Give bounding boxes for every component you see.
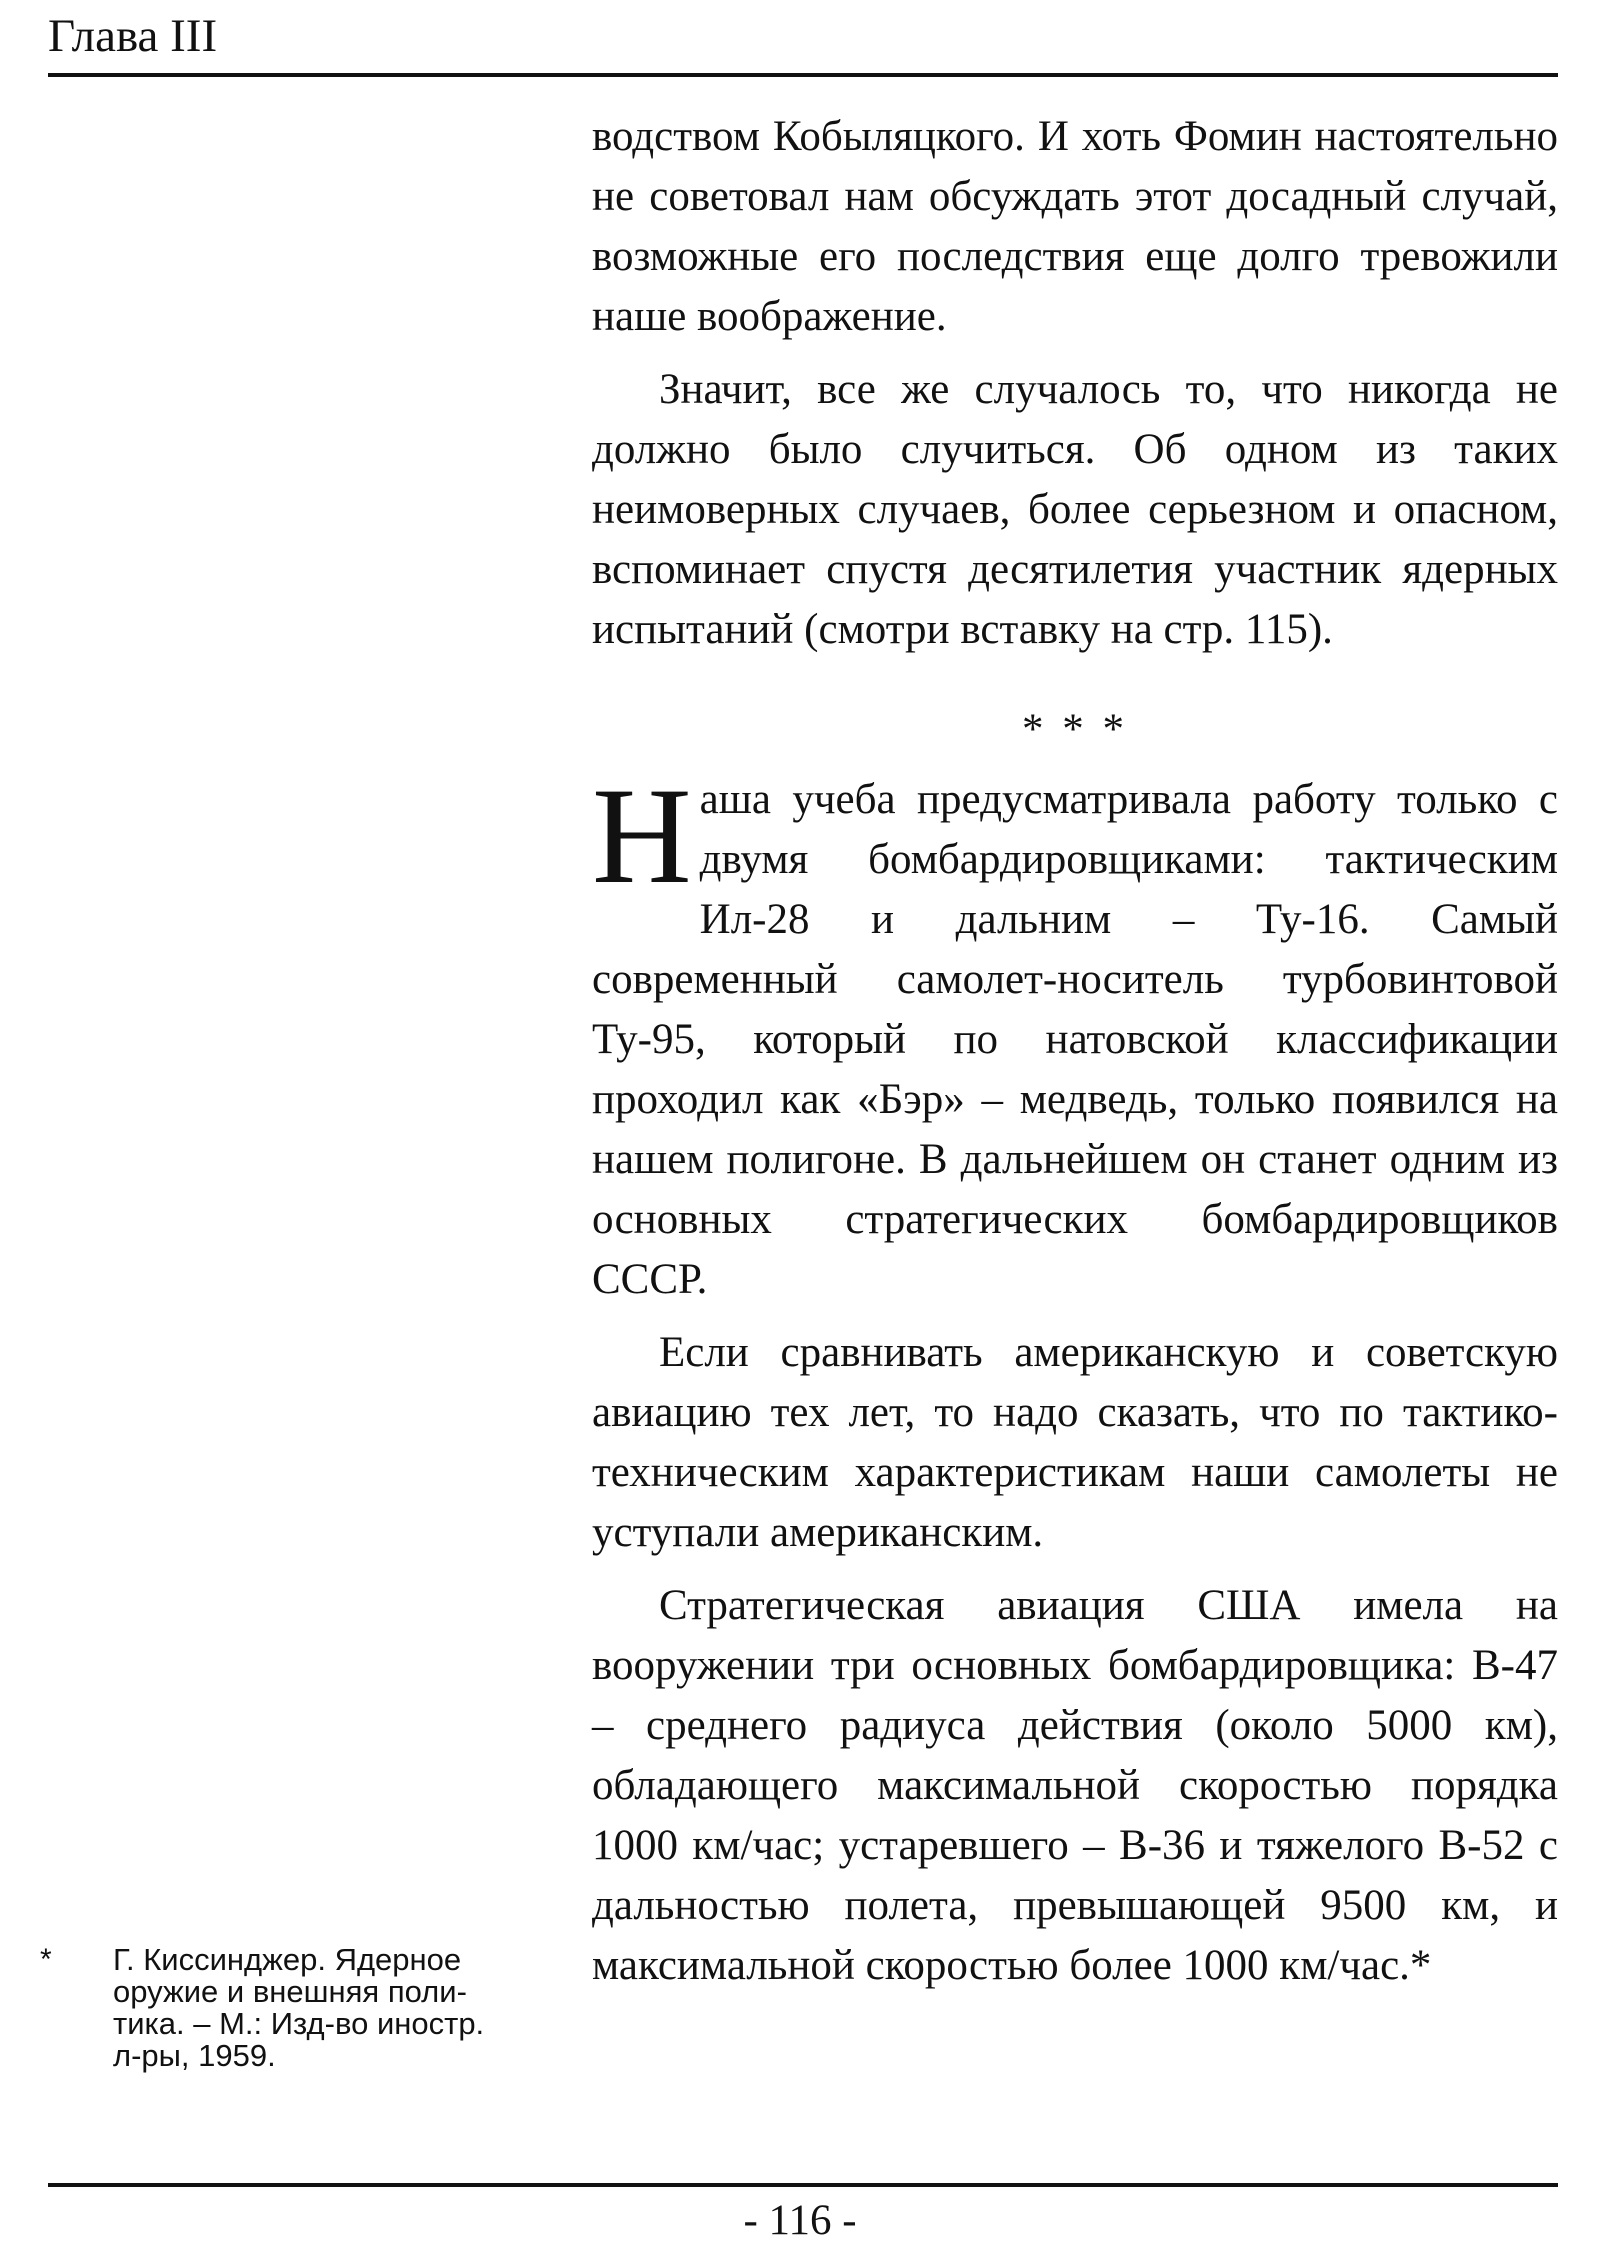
paragraph-5: Стратегическая авиация США имела на вооружении три основных бомбардировщика: В-47 – среднего радиуса действия (около 5000 км), обладающего максимальной скоростью порядка 1000 км/час; устаревшего – В-36 и тяжелого В-52 с дальностью полета, превышающей 9500 км, и максимальной скоростью более 1000 км/час.* [592, 1582, 1558, 1989]
drop-cap: Н [592, 759, 692, 912]
paragraph-3 [592, 759, 1558, 1310]
footnote-text: Г. Киссинджер. Ядерное оружие и внешняя поли- тика. – М.: Изд-во иностр. л-ры, 1959. [113, 1942, 485, 2073]
main-text-column [592, 107, 1558, 1996]
paragraph-3-text: аша учеба предусматривала работу только с двумя бомбардировщиками: тактическим Ил-28 и дальним – Ту-16. Самый современный самолет-носитель турбовинтовой Ту-95, который по натовской классификации проходил как «Бэр» – медведь, только появился на нашем полигоне. В дальнейшем он станет одним из основных стратегических бомбардировщиков СССР. [592, 776, 1558, 1303]
paragraph-1: водством Кобыляцкого. И хоть Фомин настоятельно не советовал нам обсуждать этот досадный случай, возможные его последствия еще долго тревожили наше воображение. [592, 113, 1558, 340]
section-separator: * * * [1022, 706, 1128, 753]
paragraph-2: Значит, все же случалось то, что никогда не должно было случиться. Об одном из таких неимоверных случаев, более серьезном и опасном, вспоминает спустя десятилетия участник ядерных испытаний (смотри вставку на стр. 115). [592, 366, 1558, 653]
page-number: - 116 - [743, 2197, 857, 2244]
paragraph-4: Если сравнивать американскую и советскую авиацию тех лет, то надо сказать, что по тактико-техническим характеристикам наши самолеты не уступали американским. [592, 1329, 1558, 1556]
header-rule [48, 73, 1558, 77]
footer-rule [48, 2183, 1558, 2187]
footnote-marker: * [40, 1943, 52, 1976]
chapter-header: Глава III [48, 10, 218, 62]
